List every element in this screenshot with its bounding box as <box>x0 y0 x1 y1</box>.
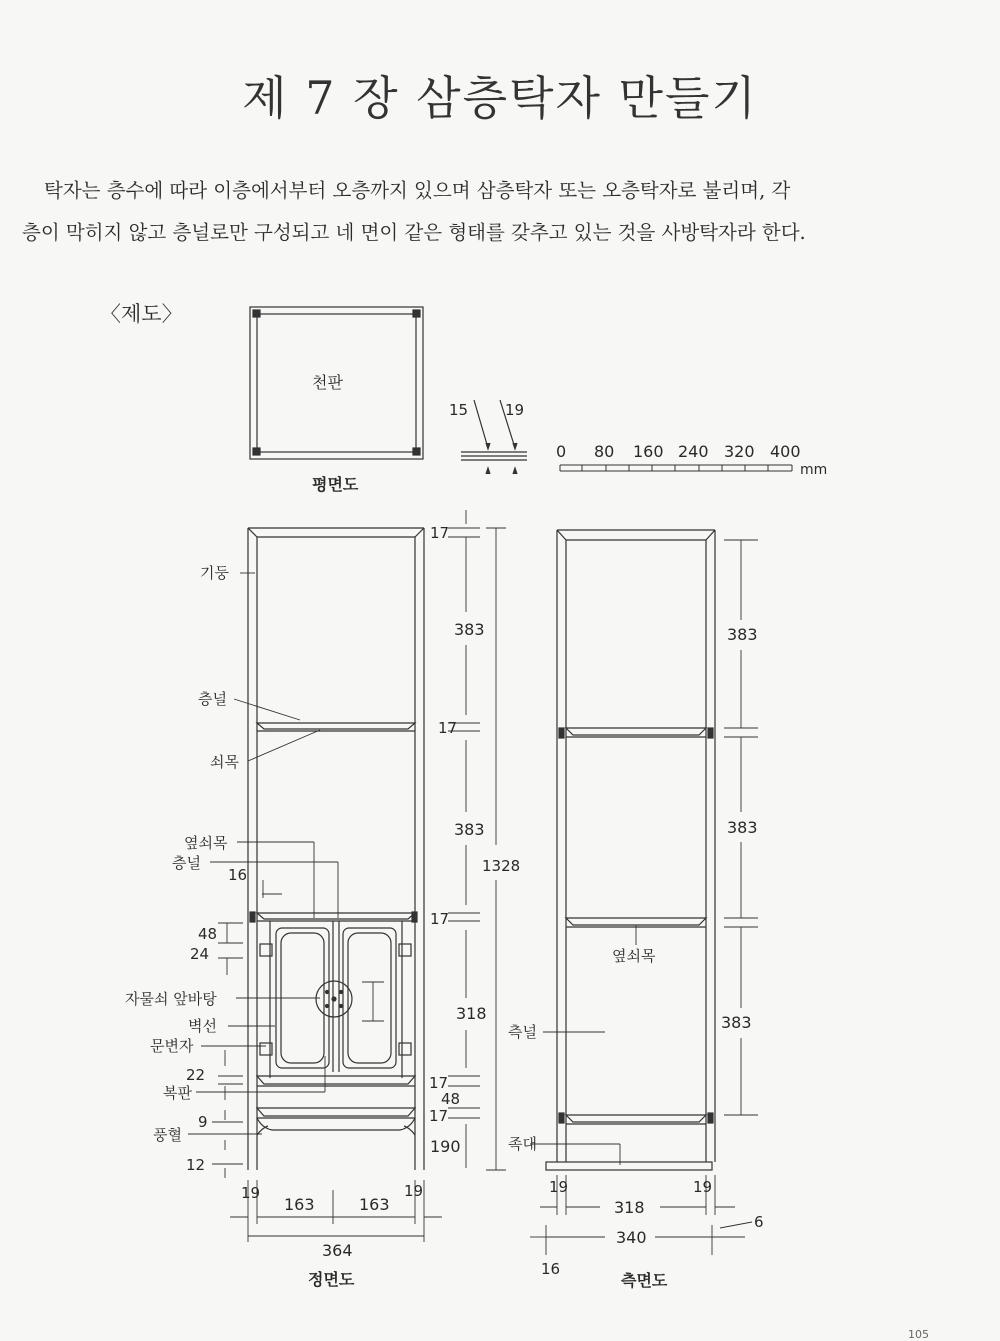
label-gidung: 기둥 <box>200 564 229 582</box>
side-label-yeopsoemok: 옆쇠목 <box>612 947 656 965</box>
dim-front-gap1: 17 <box>438 719 458 737</box>
dim-front-gap3: 17 <box>429 1074 449 1092</box>
dim-side-tier2: 383 <box>727 818 758 837</box>
side-dims <box>530 540 758 1255</box>
dim-front-door-left: 163 <box>284 1195 315 1214</box>
front-left-leaders <box>188 573 384 1178</box>
front-view <box>248 528 424 1170</box>
label-byeokseon: 벽선 <box>188 1017 217 1035</box>
dim-left-48: 48 <box>198 925 218 943</box>
page-number: 105 <box>908 1328 929 1341</box>
dim-front-tier1: 383 <box>454 620 485 639</box>
page-title: 제 7 장 삼층탁자 만들기 <box>242 71 758 125</box>
dim-side-offset-left: 16 <box>541 1260 561 1278</box>
dim-front-right-post: 19 <box>404 1182 424 1200</box>
detail-dim-a: 15 <box>449 401 469 419</box>
dim-side-tier1: 383 <box>727 625 758 644</box>
dim-left-12: 12 <box>186 1156 206 1174</box>
side-view-caption: 측면도 <box>621 1271 668 1290</box>
side-view <box>546 530 715 1170</box>
scale-tick-400: 400 <box>770 442 801 461</box>
dim-front-total: 1328 <box>482 857 521 875</box>
dim-front-foot: 190 <box>430 1137 461 1156</box>
scale-tick-320: 320 <box>724 442 755 461</box>
dim-front-left-post: 19 <box>241 1184 261 1202</box>
dim-front-cabinet: 318 <box>456 1004 487 1023</box>
dim-front-top-gap: 17 <box>430 524 450 542</box>
dim-front-base-a: 48 <box>441 1090 461 1108</box>
dim-side-left-post: 19 <box>549 1178 569 1196</box>
scale-bar <box>560 465 792 471</box>
dim-side-overall: 340 <box>616 1228 647 1247</box>
section-label: 〈제도〉 <box>100 302 183 326</box>
dim-front-overall: 364 <box>322 1241 353 1260</box>
plan-view-caption: 평면도 <box>312 475 359 494</box>
dim-side-right-post: 19 <box>693 1178 713 1196</box>
scale-tick-80: 80 <box>594 442 615 461</box>
label-jamulsoe: 자물쇠 앞바탕 <box>125 990 217 1008</box>
label-cheungneol: 층널 <box>198 690 227 708</box>
dim-front-tier2: 383 <box>454 820 485 839</box>
front-right-dims <box>448 510 506 1170</box>
scale-unit: mm <box>800 462 828 478</box>
dim-left-16: 16 <box>228 866 248 884</box>
scale-tick-0: 0 <box>556 442 567 461</box>
label-yeopsoemok: 옆쇠목 <box>184 834 228 852</box>
front-view-caption: 정면도 <box>308 1270 355 1289</box>
dim-front-base-b: 17 <box>429 1107 449 1125</box>
intro-line-1: 탁자는 층수에 따라 이층에서부터 오층까지 있으며 삼층탁자 또는 오층탁자로 불리며, 각 <box>44 179 791 202</box>
side-label-jokdae: 족대 <box>508 1135 537 1153</box>
label-soemok: 쇠목 <box>210 753 239 771</box>
label-punghyeol: 풍혈 <box>153 1126 182 1144</box>
dim-front-door-right: 163 <box>359 1195 390 1214</box>
side-label-cheungneol: 측널 <box>508 1023 537 1041</box>
intro-line-2: 층이 막히지 않고 층널로만 구성되고 네 면이 같은 형태를 갖추고 있는 것을 사방탁자라 한다. <box>22 221 806 244</box>
label-bokpan: 복판 <box>163 1084 192 1102</box>
label-cheungneol-2: 층널 <box>172 854 201 872</box>
dim-side-tier3: 383 <box>721 1013 752 1032</box>
scale-tick-160: 160 <box>633 442 664 461</box>
dim-left-9: 9 <box>198 1113 208 1131</box>
plan-panel-label: 천판 <box>312 373 343 392</box>
dim-left-22: 22 <box>186 1066 206 1084</box>
scale-tick-240: 240 <box>678 442 709 461</box>
dim-front-gap2: 17 <box>430 910 450 928</box>
dim-side-inner: 318 <box>614 1198 645 1217</box>
dim-side-offset-right: 6 <box>754 1213 764 1231</box>
label-munbyeonja: 문변자 <box>150 1037 194 1055</box>
detail-dim-b: 19 <box>505 401 525 419</box>
dim-left-24: 24 <box>190 945 210 963</box>
